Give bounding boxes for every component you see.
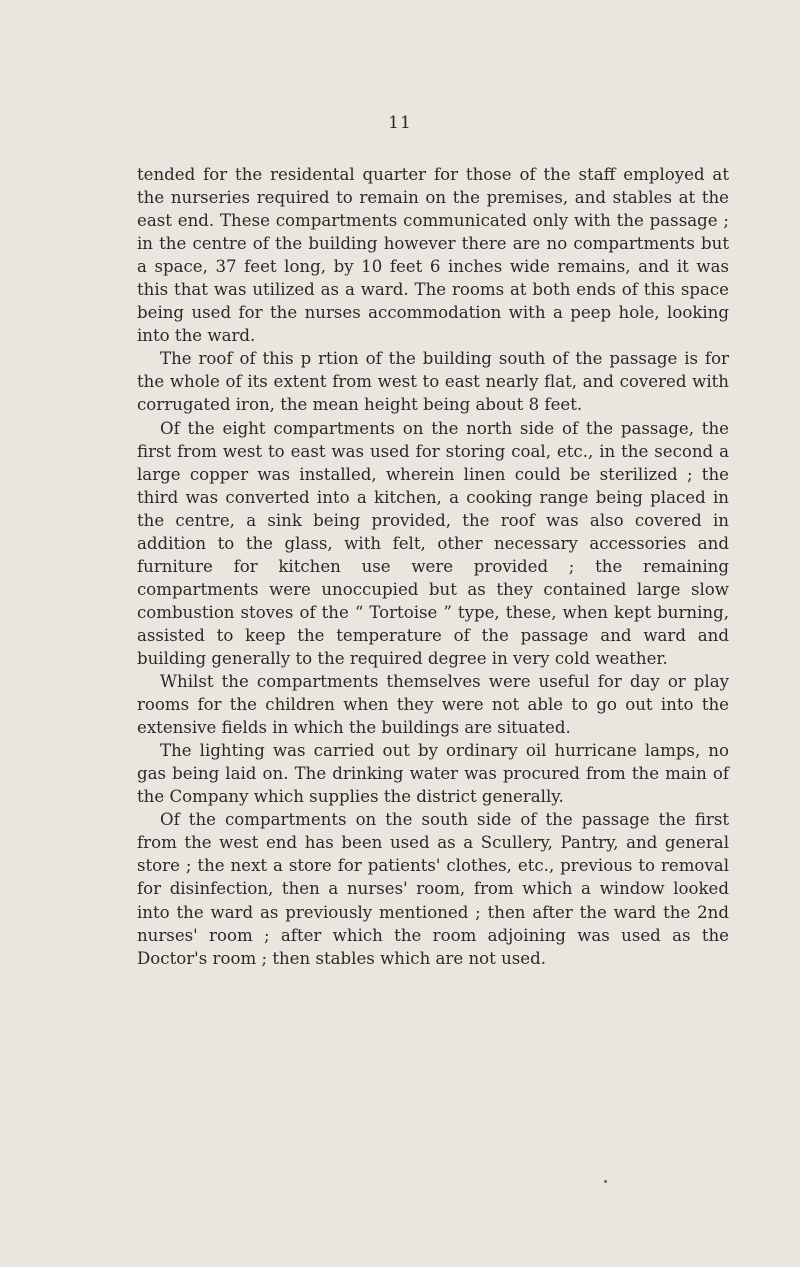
paragraph-6: Of the compartments on the south side of the passage the first from the west end has been used as a Scullery, Pantry, and general store ; the next a store for patients' clothes, etc., previous to removal for disinfection, then a nurses' room, from which a window looked into the ward as previously mentioned ; then after the ward the 2nd nurses' room ; after which the room adjoining was used as the Doctor's room ; then stables which are not used.: [137, 810, 729, 968]
paragraph-4: Whilst the compartments themselves were useful for day or play rooms for the children when they were not able to go out into the extensive fields in which the buildings are situated.: [137, 672, 729, 738]
page-number: 11: [388, 113, 412, 133]
paragraph-1: tended for the residental quarter for those of the staff employed at the nurseries required to remain on the premises, and stables at the east end. These compartments communicated only with the passage ; in the centre of the building however there are no compartments but a space, 37 feet long, by 10 feet 6 inches wide remains, and it was this that was utilized as a ward. The rooms at both ends of this space being used for the nurses accommodation with a peep hole, looking into the ward.: [137, 165, 729, 346]
paper-speck: [604, 1180, 607, 1183]
paragraph-5: The lighting was carried out by ordinary oil hurricane lamps, no gas being laid on. The drinking water was procured from the main of the Company which supplies the district generally.: [137, 741, 729, 807]
paragraph-3: Of the eight compartments on the north side of the passage, the first from west to east was used for storing coal, etc., in the second a large copper was installed, wherein linen could be sterilized ; the third was converted into a kitchen, a cooking range being placed in the centre, a sink being provided, the roof was also covered in addition to the glass, with felt, other necessary accessories and furniture for kitchen use were provided ; the remaining compartments were unoccupied but as they contained large slow combustion stoves of the “ Tortoise ” type, these, when kept burning, assisted to keep the temperature of the passage and ward and building generally to the required degree in very cold weather.: [137, 418, 729, 668]
paragraph-2: The roof of this p rtion of the building south of the passage is for the whole of its extent from west to east nearly flat, and covered with corrugated iron, the mean height being about 8 feet.: [137, 349, 729, 415]
body-text: [137, 163, 729, 970]
